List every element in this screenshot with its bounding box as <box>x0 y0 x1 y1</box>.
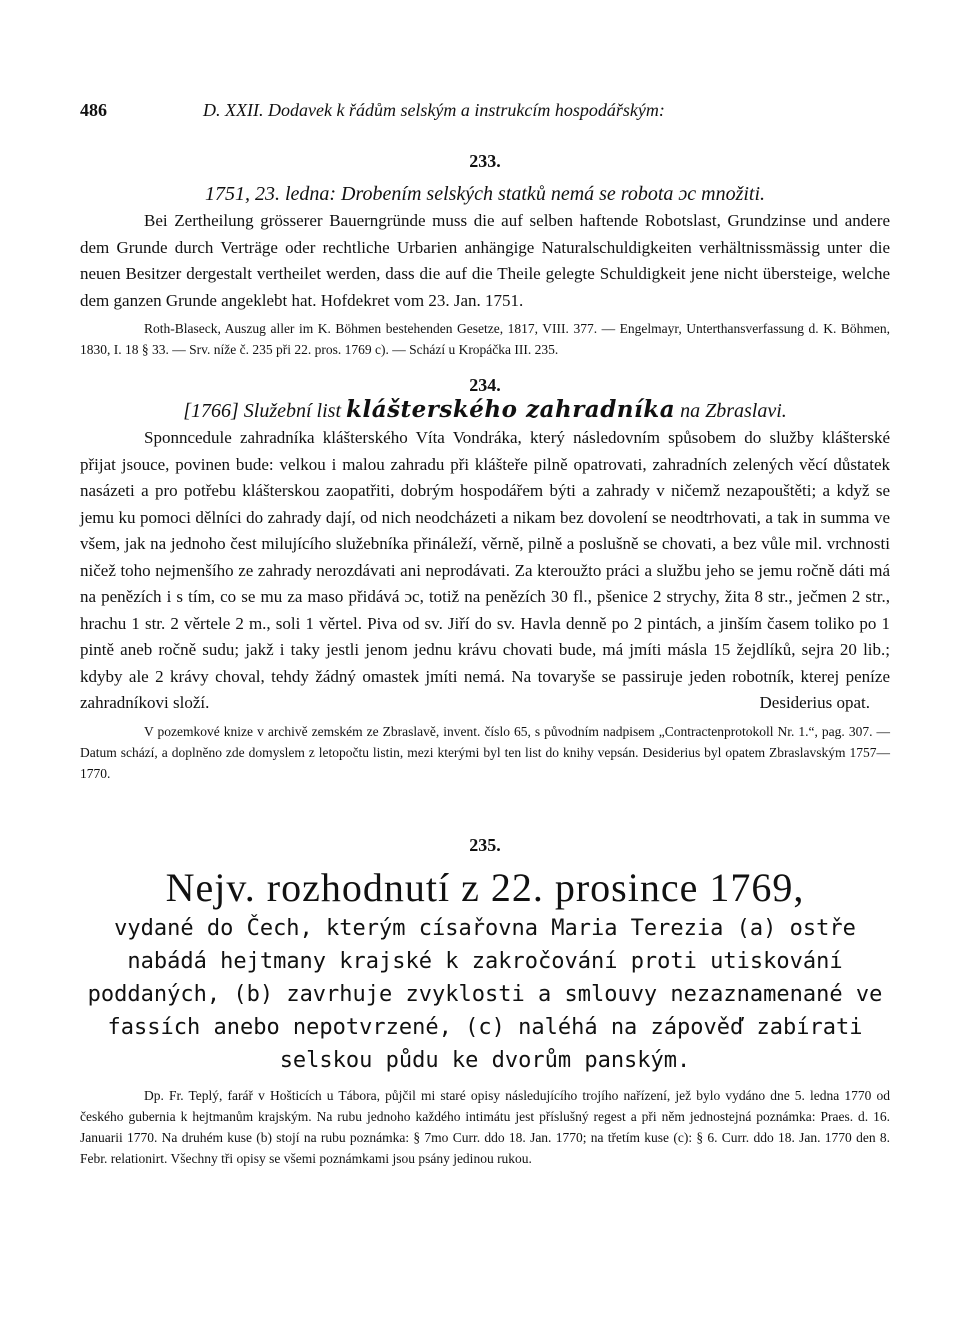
page-header <box>80 100 880 130</box>
section-234-title-prefix: [1766] Služební list <box>183 400 342 422</box>
section-233-number: 233. <box>469 151 501 171</box>
page-number: 486 <box>80 100 107 120</box>
page-body <box>80 150 890 1169</box>
section-234-number: 234. <box>469 375 501 395</box>
section-234-title-suffix: na Zbraslavi. <box>680 400 787 422</box>
section-235-note: Dp. Fr. Teplý, farář v Hošticích u Tábora, půjčil mi staré opisy následujícího trojího nařízení, jež bylo vydáno dne 5. ledna 1770 od českého gubernia k hejtmanům krajským. Na rubu jednoho každého intimátu jest příslušný regest a při něm jednostejná poznámka: Praes. d. 16. Januarii 1770. Na druhém kuse (b) stojí na rubu poznámka: § 7mo Curr. ddo 18. Jan. 1770; na třetím kuse (c): § 6. Curr. ddo 18. Jan. 1770 den 8. Febr. relationirt. Všechny tři opisy se všemi poznámkami jsou psány jedinou rukou. <box>80 1087 890 1166</box>
section-233-title: 1751, 23. ledna: Drobením selských statků nemá se robota ɔc množiti. <box>204 183 766 205</box>
section-235-heading: Nejv. rozhodnutí z 22. prosince 1769, <box>165 864 805 910</box>
section-233-body: Bei Zertheilung grösserer Bauerngründe muss die auf selben haftende Robotslast, Grundzinse und andere dem Grunde durch Verträge oder rechtliche Urbarien anhängige Naturalschuldigkeiten verhältnissmässig unter die neuen Besitzer dergestalt vertheilet werden, dass die auf die Theile gelegte Schuldigkeit jene nicht übersteige, welche dem ganzen Grunde angeklebt hat. Hofdekret vom 23. Jan. 1751. <box>80 211 890 310</box>
section-234-signature: Desiderius opat. <box>759 693 870 712</box>
section-234-title <box>80 396 890 425</box>
section-234-body <box>80 425 890 717</box>
section-235-number: 235. <box>469 834 501 855</box>
running-title: D. XXII. Dodavek k řádům selským a instrukcím hospodářským: <box>203 100 665 120</box>
section-233-note: Roth-Blaseck, Auszug aller im K. Böhmen bestehenden Gesetze, 1817, VIII. 377. — Engelmayr, Unterthansverfassung d. K. Böhmen, 1830, I. 18 § 33. — Srv. níže č. 235 při 22. pros. 1769 c). — Schází u Kropáčka III. 235. <box>80 321 890 357</box>
section-234-body-text: Sponncedule zahradníka klášterského Víta Vondráka, který následovním spůsobem do služby klášterské přijat jsouce, povinen bude: velkou i malou zahradu při klášteře pilně opatrovati, zahradních zelených věcí důstatek nasázeti a pro potřebu klášterskou zaopatřiti, dobrým hospodářem býti a zahrady v ničemž nezapouštěti; a když se jemu ku pomoci dělníci do zahrady dají, od nich neodcházeti a nikam bez dovolení se neodtrhovati, a tak in summa ve všem, jak na jednoho čest milujícího služebníka přináleží, věrně, pilně a poslušně se chovati, a bez vůle mil. vrchnosti ničež toho nejmenšího ze zahrady nerozdávati ani neprodávati. Za kteroužto práci a službu jeho se jemu ročně dáti má na penězích i s tím, co se mu za maso přidává ɔc, totiž na penězích 30 fl., pšenice 2 strychy, žita 8 str., ječmen 2 str., hrachu 1 str. 2 věrtele 2 m., soli 1 věrtel. Piva od sv. Jiří do sv. Havla denně po 2 pintách, a jinším časem toliko po 1 pintě aneb ročně sudu; jakž i taky jestli jenom jednu krávu chovati bude, má jmíti másla 15 žejdlíků, sejra 20 lib.; kdyby ale 2 krávy choval, tehdy žádný omastek jmíti nemá. Na tovaryše se passiruje jeden robotník, kterej peníze zahradníkovi složí. <box>80 428 890 712</box>
section-234-title-emphasis: klášterského zahradníka <box>346 396 676 423</box>
section-235-subheading: vydané do Čech, kterým císařovna Maria Terezia (a) ostře nabádá hejtmany krajské k zakročování proti utiskování poddaných, (b) zavrhuje zvyklosti a smlouvy nezaznamenané ve fassích anebo nepotvrzené, (c) naléhá na zápověď zabírati selskou půdu ke dvorům panským. <box>87 915 883 1073</box>
section-234-note: V pozemkové knize v archivě zemském ze Zbraslavě, invent. číslo 65, s původním nadpisem „Contractenprotokoll Nr. 1.“, pag. 307. — Datum schází, a doplněno zde domyslem z letopočtu listin, mezi kterými byl ten list do knihy vepsán. Desiderius byl opatem Zbraslavským 1757—1770. <box>80 723 890 781</box>
